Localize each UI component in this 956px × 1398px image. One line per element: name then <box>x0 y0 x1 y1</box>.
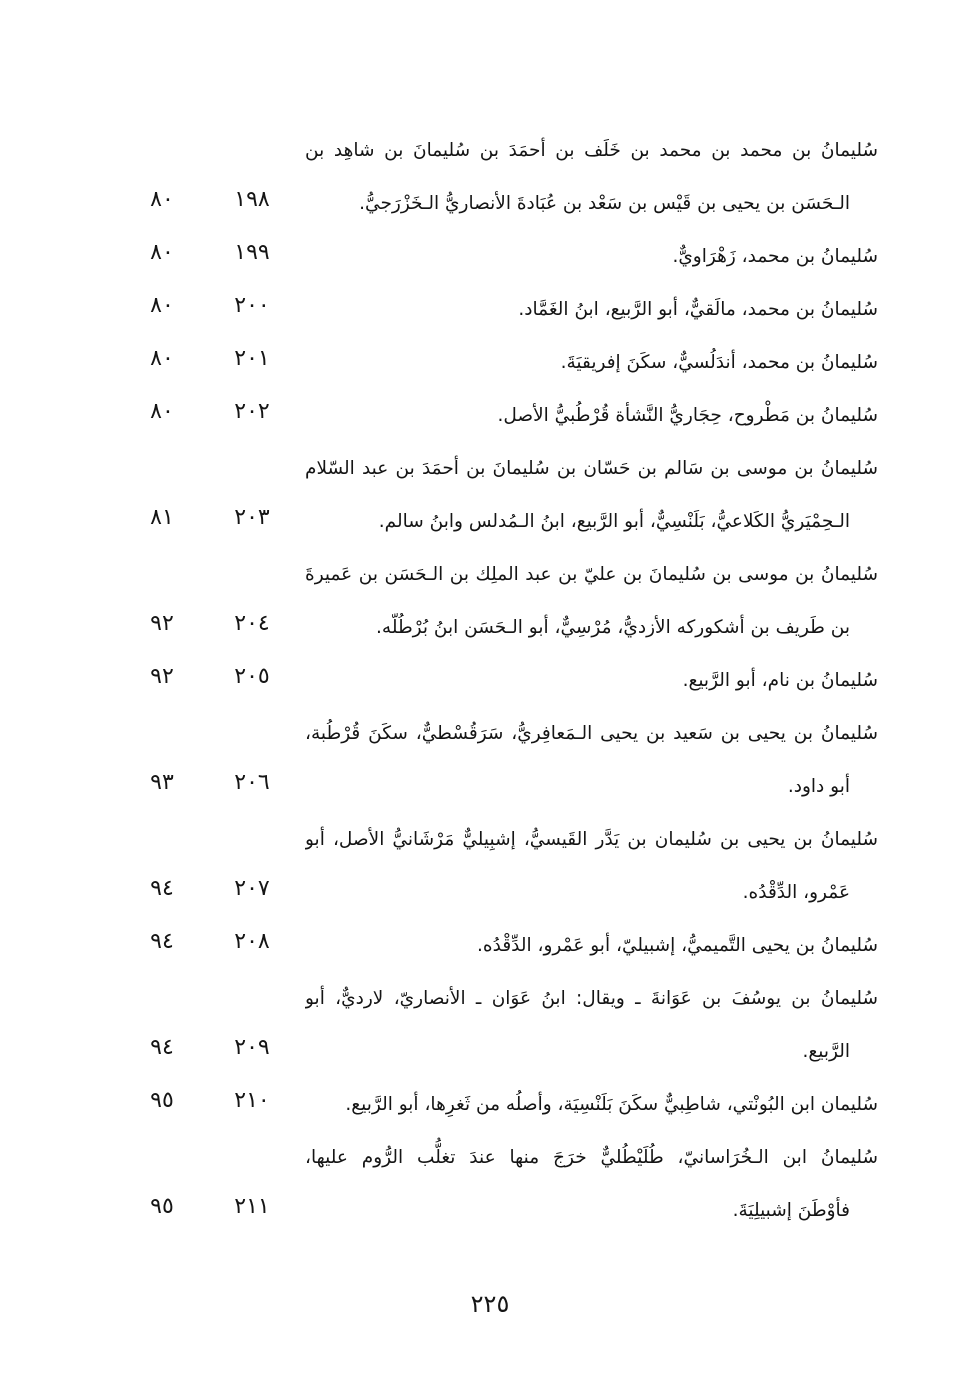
index-entry <box>0 548 956 654</box>
entry-number: ٢٠٣ <box>234 505 270 530</box>
entry-text-line: الـحَسَن بن يحيى بن قَيْس بن سَعْد بن عُبَادةَ الأنصاريُّ الـخَزْرَجيُّ. <box>359 193 850 214</box>
entry-text-line: عَمْرو، الدِّقْدُه. <box>742 882 850 903</box>
entry-number: ٢٠٨ <box>234 929 270 954</box>
entry-page-ref: ٨٠ <box>150 187 174 212</box>
index-entry <box>0 813 956 919</box>
entry-text-line: سُليمانُ بن يحيى التَّميميُّ، إشبيليّ، أبو عَمْرو، الدِّقْدُه. <box>477 935 878 956</box>
entry-text-line: أبو داود. <box>787 776 850 797</box>
entry-page-ref: ٩٥ <box>150 1194 174 1219</box>
entry-number: ٢٠٦ <box>234 770 270 795</box>
index-entry <box>0 919 956 972</box>
entry-number: ٢٠٥ <box>234 664 270 689</box>
entry-page-ref: ٨٠ <box>150 399 174 424</box>
entry-number: ٢٠٤ <box>234 611 270 636</box>
entry-text-line: سُليمانُ بن موسى بن سَالم بن حَسّان بن سُليمانَ بن أحمَدَ بن عبد السّلام <box>305 458 878 479</box>
entry-page-ref: ٨٠ <box>150 293 174 318</box>
index-entry <box>0 972 956 1078</box>
entry-page-ref: ٩٢ <box>150 611 174 636</box>
entry-text-line: سُليمانُ بن محمد بن محمد بن خَلَف بن أحمَدَ بن سُليمانَ بن شاهِد بن <box>305 140 878 161</box>
entry-text-line: فأوْطَنَ إشبيلِيَةَ. <box>732 1200 850 1221</box>
entry-number: ٢٠١ <box>234 346 270 371</box>
index-entry <box>0 654 956 707</box>
entry-text-line: سُليمانُ بن يوسُفَ بن عَوَانةَ ـ ويقال: ابنُ عَوَان ـ الأنصاريّ، لارديٌّ، أبو <box>305 988 878 1009</box>
entry-number: ١٩٩ <box>234 240 270 265</box>
entry-number: ٢٠٠ <box>234 293 270 318</box>
index-entry <box>0 283 956 336</box>
index-list <box>0 124 956 1237</box>
entry-page-ref: ٩٥ <box>150 1088 174 1113</box>
index-entry <box>0 336 956 389</box>
index-entry <box>0 124 956 230</box>
index-entry <box>0 1131 956 1237</box>
entry-text-line: سُليمانُ بن يحيى بن سُليمان بن يَدَّر القَيسيُّ، إشبِيليٌّ مَرْشَانيُّ الأصل، أبو <box>305 829 878 850</box>
entry-text-line: سُليمان ابن البُونْتي، شاطِبيٌّ سكَنَ بَلَنْسِيَة، وأصلُه من ثَغرِها، أبو الرَّبيع. <box>345 1094 878 1115</box>
entry-page-ref: ٨٠ <box>150 346 174 371</box>
entry-text-line: سُليمانُ بن نام، أبو الرَّبيع. <box>682 670 878 691</box>
page-number: ٢٢٥ <box>470 1290 510 1318</box>
entry-number: ٢١١ <box>234 1194 270 1219</box>
entry-number: ٢٠٧ <box>234 876 270 901</box>
entry-number: ٢٠٩ <box>234 1035 270 1060</box>
index-entry <box>0 230 956 283</box>
index-entry <box>0 1078 956 1131</box>
entry-text-line: سُليمانُ بن محمد، زَهْرَاويٌّ. <box>672 246 878 267</box>
entry-text-line: سُليمانُ بن محمد، مالَقيٌّ، أبو الرَّبيع، ابنُ الغَمَّاد. <box>518 299 878 320</box>
entry-page-ref: ٩٤ <box>150 1035 174 1060</box>
entry-page-ref: ٩٤ <box>150 876 174 901</box>
entry-text-line: الـحِمْيَريُّ الكَلاعيُّ، بَلَنْسِيٌّ، أبو الرَّبيع، ابنُ الـمُدلس وابنُ سالم. <box>378 511 850 532</box>
entry-page-ref: ٩٢ <box>150 664 174 689</box>
entry-text-line: الرَّبيع. <box>802 1041 850 1062</box>
index-entry <box>0 707 956 813</box>
entry-number: ٢٠٢ <box>234 399 270 424</box>
entry-text-line: سُليمانُ بن يحيى بن سَعيد بن يحيى الـمَعافِريُّ، سَرَقُسْطيٌّ، سكَنَ قُرْطُبة، <box>305 723 878 744</box>
entry-page-ref: ٨١ <box>150 505 174 530</box>
entry-text-line: سُليمانُ بن مَطْروح، حِجَاريُّ النَّشأة قُرْطُبيُّ الأصل. <box>497 405 878 426</box>
entry-page-ref: ٩٣ <box>150 770 174 795</box>
entry-number: ١٩٨ <box>234 187 270 212</box>
index-entry <box>0 389 956 442</box>
index-entry <box>0 442 956 548</box>
entry-number: ٢١٠ <box>234 1088 270 1113</box>
entry-page-ref: ٩٤ <box>150 929 174 954</box>
entry-text-line: سُليمانُ بن موسى بن سُليمانَ بن عليّ بن عبد الملِك بن الـحَسَن بن عَميرةَ <box>305 564 878 585</box>
entry-text-line: سُليمانُ ابن الـخُرَاسانيّ، طُلَيْطُليٌّ خرَجَ منها عندَ تغلُّب الرُّوم عليها، <box>305 1147 878 1168</box>
entry-text-line: بن طَريف بن أشكوركه الأزديُّ، مُرْسِيٌّ، أبو الـحَسَن ابنُ بُرْطُلّه. <box>376 617 850 638</box>
entry-text-line: سُليمانُ بن محمد، أندَلُسيٌّ، سكَنَ إفريقيَةَ. <box>560 352 878 373</box>
entry-page-ref: ٨٠ <box>150 240 174 265</box>
